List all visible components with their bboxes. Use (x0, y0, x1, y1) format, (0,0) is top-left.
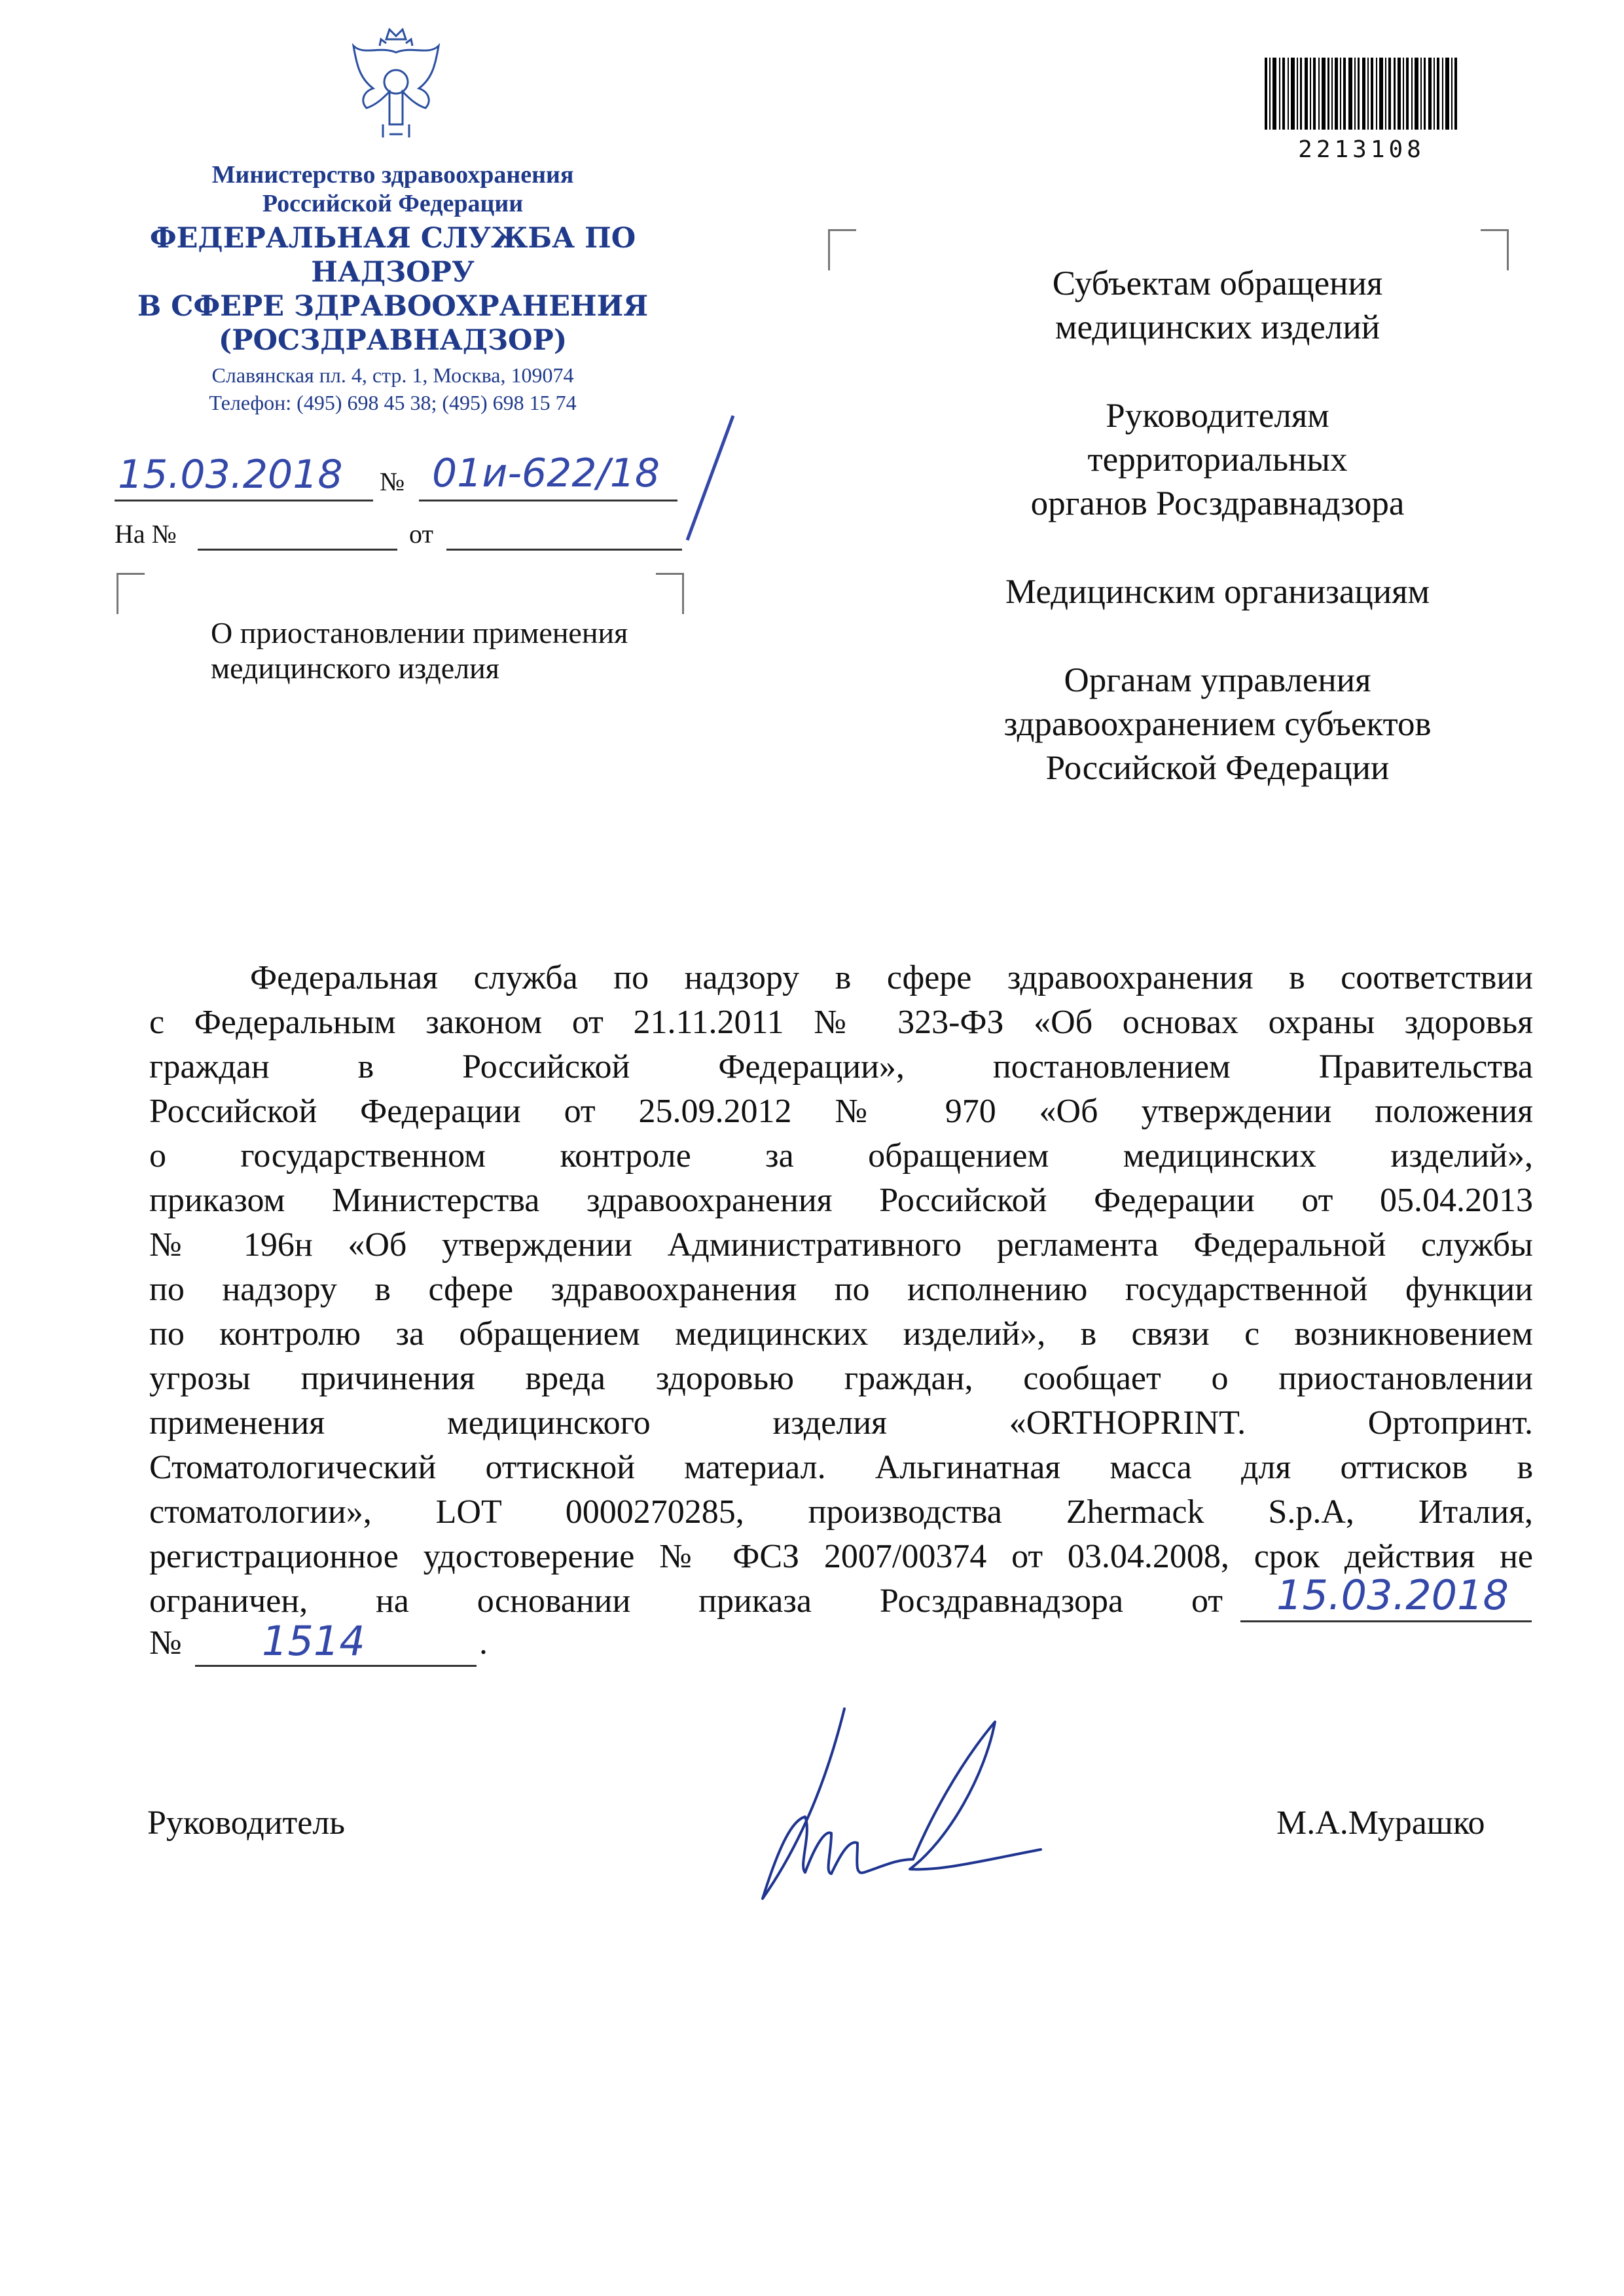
recipient-bracket-left (828, 229, 856, 270)
recipient-2-line-2: территориальных (1087, 441, 1348, 479)
service-line-3: (РОСЗДРАВНАДЗОР) (218, 324, 568, 357)
registration-date-underline (115, 500, 373, 501)
body-line-2: с Федеральным законом от 21.11.2011 № 323-ФЗ «Об основах охраны здоровья (149, 1004, 1533, 1041)
body-line-11: применения медицинского изделия «ORTHOPRINT. Ортопринт. (149, 1404, 1533, 1442)
service-address: Славянская пл. 4, стр. 1, Москва, 109074 (211, 363, 574, 387)
registration-number-underline (419, 500, 677, 501)
recipient-4-line-2: здравоохранением субъектов (1003, 705, 1432, 743)
registration-slash-stroke (674, 412, 753, 543)
order-date: 15.03.2018 (1276, 1571, 1509, 1619)
body-line-13: стоматологии», LOT 0000270285, производства Zhermack S.p.A, Италия, (149, 1493, 1533, 1531)
order-number-label: № (149, 1624, 182, 1662)
registration-number: 01и-622/18 (432, 450, 660, 496)
recipient-1-line-1: Субъектам обращения (1052, 264, 1383, 302)
reply-number-underline (198, 549, 397, 551)
recipient-2-line-1: Руководителям (1106, 397, 1329, 435)
reply-date-underline (446, 549, 682, 551)
body-line-10: угрозы причинения вреда здоровью граждан, сообщает о приостановлении (149, 1360, 1533, 1397)
recipient-4-line-1: Органам управления (1064, 661, 1371, 699)
recipients-block (923, 262, 1512, 790)
recipient-4 (923, 659, 1512, 790)
body-line-4: Российской Федерации от 25.09.2012 № 970 «Об утверждении положения (149, 1093, 1533, 1130)
recipient-1 (923, 262, 1512, 350)
body-line-14: регистрационное удостоверение № ФСЗ 2007/00374 от 03.04.2008, срок действия не (149, 1538, 1533, 1575)
signatory-position: Руководитель (147, 1804, 345, 1842)
letter-subject (211, 615, 628, 686)
body-line-1: Федеральная служба по надзору в сфере здравоохранения в соответствии (250, 959, 1533, 996)
service-name (98, 221, 687, 357)
subject-bracket-left (117, 573, 145, 614)
order-number: 1514 (262, 1617, 365, 1665)
barcode-icon (1263, 58, 1460, 133)
body-line-7: № 196н «Об утверждении Административного регламента Федеральной службы (149, 1226, 1533, 1264)
recipient-1-line-2: медицинских изделий (1055, 308, 1380, 346)
signatory-name: М.А.Мурашко (1276, 1804, 1485, 1842)
registration-number-label: № (380, 467, 405, 496)
subject-line-1: О приостановлении применения (211, 616, 628, 649)
service-line-2: В СФЕРЕ ЗДРАВООХРАНЕНИЯ (137, 290, 649, 323)
recipient-3-line-1: Медицинским организациям (1005, 573, 1430, 611)
body-line-12: Стоматологический оттискной материал. Альгинатная масса для оттисков в (149, 1449, 1533, 1486)
body-line-8: по надзору в сфере здравоохранения по исполнению государственной функции (149, 1271, 1533, 1308)
service-phone: Телефон: (495) 698 45 38; (495) 698 15 74 (209, 391, 577, 414)
subject-bracket-right (656, 573, 684, 614)
body-line-6: приказом Министерства здравоохранения Российской Федерации от 05.04.2013 (149, 1182, 1533, 1219)
recipient-2-line-3: органов Росздравнадзора (1030, 484, 1405, 522)
order-number-underline (195, 1665, 477, 1667)
recipient-3 (923, 570, 1512, 614)
ministry-line-1: Министерство здравоохранения (211, 161, 574, 189)
handwritten-signature (733, 1702, 1047, 1918)
body-line-5: о государственном контроле за обращением медицинских изделий», (149, 1137, 1533, 1175)
reply-number-label: На № (115, 519, 177, 549)
body-line-15: ограничен, на основании приказа Росздравнадзора от (149, 1582, 1223, 1620)
order-final-period: . (479, 1624, 488, 1662)
order-date-underline (1240, 1620, 1532, 1622)
reply-from-label: от (409, 519, 433, 549)
subject-line-2: медицинского изделия (211, 651, 499, 685)
coat-of-arms-emblem (340, 26, 452, 151)
service-contacts (131, 361, 655, 416)
registration-date: 15.03.2018 (118, 452, 343, 498)
ministry-name (164, 160, 622, 218)
recipient-4-line-3: Российской Федерации (1045, 749, 1390, 787)
barcode-number: 2213108 (1298, 136, 1425, 163)
service-line-1: ФЕДЕРАЛЬНАЯ СЛУЖБА ПО НАДЗОРУ (149, 222, 636, 289)
barcode (1263, 58, 1460, 136)
recipient-2 (923, 394, 1512, 526)
ministry-line-2: Российской Федерации (262, 190, 524, 217)
body-line-9: по контролю за обращением медицинских изделий», в связи с возникновением (149, 1315, 1533, 1353)
body-line-3: граждан в Российской Федерации», постановлением Правительства (149, 1048, 1533, 1085)
